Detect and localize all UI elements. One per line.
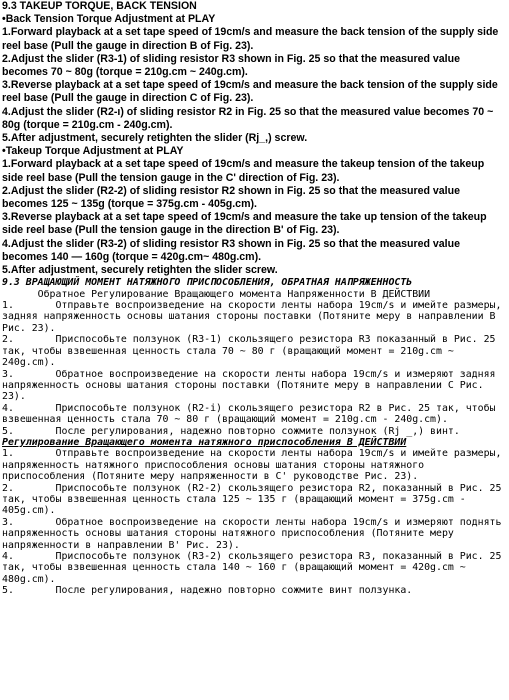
russian-back-tension-step: 1. Отправьте воспроизведение на скорости ленты набора 19cm/s и имейте размеры, задняя напряженность основы шатания стороны поставки (Потяните меру в направлении B Рис. 23). <box>2 300 508 334</box>
russian-section <box>2 277 507 596</box>
russian-back-tension-heading: Обратное Регулирование Вращающего момента Напряженности В ДЕЙСТВИИ <box>2 288 431 300</box>
takeup-step: 4.Adjust the slider (R3-2) of sliding resistor R3 shown in Fig. 25 so that the measured value becomes 140 — 160g (torque = 420g.cm~ 480g.cm). <box>2 237 460 263</box>
takeup-step: 2.Adjust the slider (R2-2) of sliding resistor R2 shown in Fig. 25 so that the measured value becomes 125 ~ 135g (torque = 375g.cm - 405g.cm). <box>2 184 460 211</box>
back-tension-step: 5.After adjustment, securely retighten the slider (Rj_,) screw. <box>2 132 308 145</box>
russian-back-tension-step: 3. Обратное воспроизведение на скорости ленты набора 19cm/s и измеряют задняя напряженность основы шатания стороны поставки (Потяните меру в направлении C Рис. 23). <box>2 368 502 403</box>
takeup-step: 3.Reverse playback at a set tape speed of 19cm/s and measure the take up tension of the takeup side reel base (Pull the tension gauge in the direction B' of Fig. 23). <box>2 211 487 237</box>
back-tension-step: 3.Reverse playback at a set tape speed of 19cm/s and measure the back tension of the supply side reel base (Pull the gauge in direction C of Fig. 23). <box>2 79 498 105</box>
section-title: 9.3 TAKEUP TORQUE, BACK TENSION <box>2 0 197 12</box>
back-tension-step: 2.Adjust the slider (R3-1) of sliding resistor R3 shown in Fig. 25 so that the measured value becomes 70 ~ 80g (torque = 210g.cm ~ 240g.cm). <box>2 52 460 79</box>
russian-takeup-step: 1. Отправьте воспроизведение на скорости ленты набора 19cm/s и имейте размеры, напряженность натяжного приспособления основы шатания стороны натяжного приспособления (Потяните меру напряженности в C' руководстве Рис. 23). <box>2 448 508 483</box>
takeup-step: 5.After adjustment, securely retighten the slider screw. <box>2 264 278 277</box>
back-tension-step: 1.Forward playback at a set tape speed of 19cm/s and measure the back tension of the supply side reel base (Pull the gauge in direction B of Fig. 23). <box>2 26 499 52</box>
russian-section-heading: 9.3 ВРАЩАЮЩИЙ МОМЕНТ НАТЯЖНОГО ПРИСПОСОБЛЕНИЯ, ОБРАТНАЯ НАПРЯЖЕННОСТЬ <box>2 277 413 289</box>
takeup-heading: •Takeup Torque Adjustment at PLAY <box>2 145 184 158</box>
russian-back-tension-step: 5. После регулирования, надежно повторно сожмите ползунок (Rj _,) винт. <box>2 425 460 437</box>
russian-takeup-step: 4. Приспособьте ползунок (R3-2) скользящего резистора R3, показанный в Рис. 25 так, чтобы взвешенная ценность стала 140 ~ 160 г (вращающий момент = 420g.cm ~ 480g.cm). <box>2 551 508 585</box>
takeup-step: 1.Forward playback at a set tape speed of 19cm/s and measure the takeup tension of the takeup side reel base (Pull the tension gauge in the C' direction of Fig. 23). <box>2 158 485 184</box>
english-section <box>2 0 507 277</box>
russian-takeup-heading: Регулирование Вращающего момента натяжного приспособления В ДЕЙСТВИИ <box>2 436 407 448</box>
russian-takeup-step: 5. После регулирования, надежно повторно сожмите винт ползунка. <box>2 585 413 597</box>
russian-back-tension-step: 4. Приспособьте ползунок (R2-i) скользящего резистора R2 в Рис. 25 так, чтобы взвешенная ценность стала 70 ~ 80 г (вращающий момент = 210g.cm - 240g.cm). <box>2 402 502 426</box>
russian-back-tension-step: 2. Приспособьте ползунок (R3-1) скользящего резистора R3 показанный в Рис. 25 так, чтобы взвешенная ценность стала 70 ~ 80 г (вращающий момент = 210g.cm ~ 240g.cm). <box>2 334 502 369</box>
back-tension-step: 4.Adjust the slider (R2-ı) of sliding resistor R2 in Fig. 25 so that the measured value becomes 70 ~ 80g (torque = 210g.cm - 240g.cm). <box>2 105 494 131</box>
back-tension-heading: •Back Tension Torque Adjustment at PLAY <box>2 13 216 26</box>
russian-takeup-step: 2. Приспособьте ползунок (R2-2) скользящего резистора R2, показанный в Рис. 25 так, чтобы взвешенная ценность стала 125 ~ 135 г (вращающий момент = 375g.cm - 405g.cm). <box>2 482 508 517</box>
russian-takeup-step: 3. Обратное воспроизведение на скорости ленты набора 19cm/s и измеряют поднять напряженность основы шатания стороны натяжного приспособления (Потяните меру напряженности в направлении B' Рис. 23). <box>2 516 508 551</box>
